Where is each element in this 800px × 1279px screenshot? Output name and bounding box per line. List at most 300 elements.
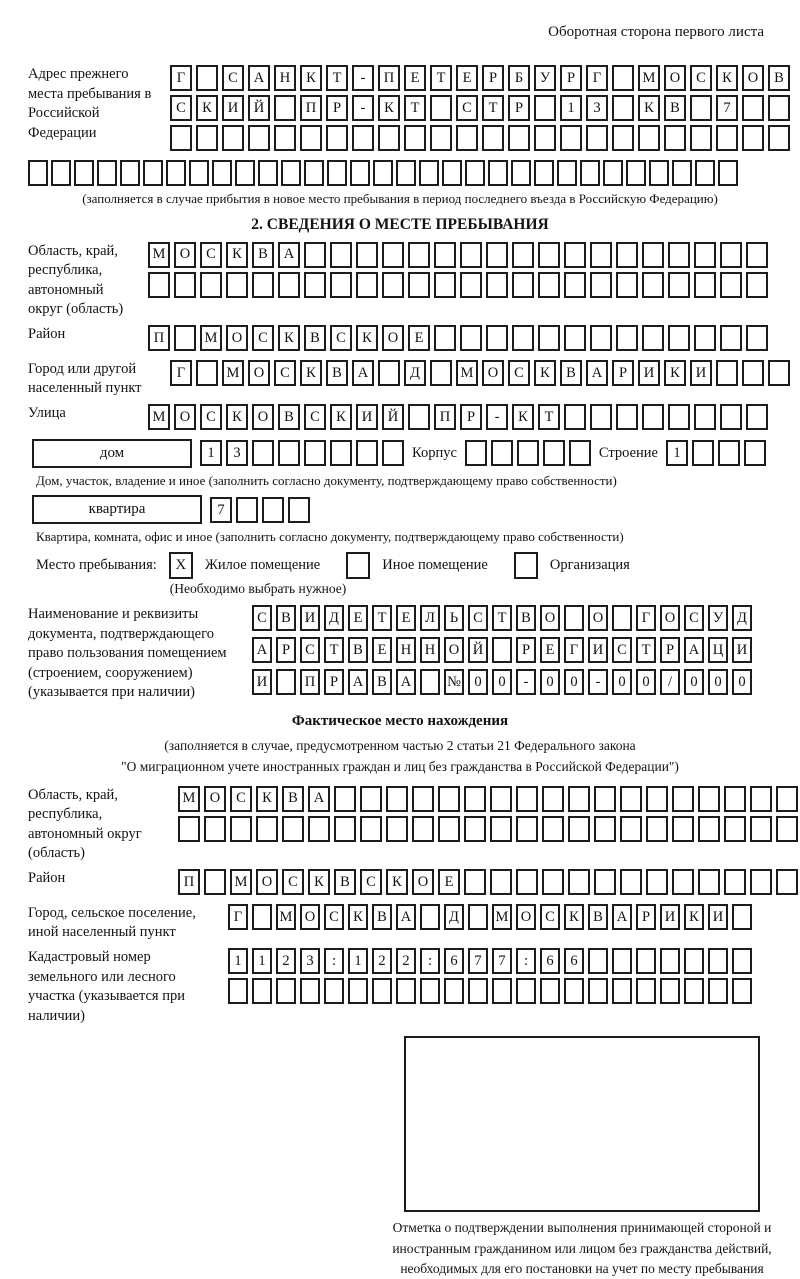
- char-cell[interactable]: В: [768, 65, 790, 91]
- char-cell[interactable]: Д: [732, 605, 752, 631]
- char-cell[interactable]: [517, 440, 539, 466]
- char-cell[interactable]: [352, 125, 374, 151]
- char-cell[interactable]: [516, 869, 538, 895]
- char-cell[interactable]: [348, 978, 368, 1004]
- char-cell[interactable]: Р: [482, 65, 504, 91]
- char-cell[interactable]: К: [348, 904, 368, 930]
- char-cell[interactable]: Н: [420, 637, 440, 663]
- char-cell[interactable]: [543, 440, 565, 466]
- char-cell[interactable]: Т: [482, 95, 504, 121]
- char-cell[interactable]: [586, 125, 608, 151]
- char-cell[interactable]: Й: [248, 95, 270, 121]
- char-cell[interactable]: [408, 272, 430, 298]
- char-cell[interactable]: О: [204, 786, 226, 812]
- char-cell[interactable]: [646, 786, 668, 812]
- char-cell[interactable]: 3: [226, 440, 248, 466]
- char-cell[interactable]: Т: [492, 605, 512, 631]
- char-cell[interactable]: [356, 272, 378, 298]
- char-cell[interactable]: [694, 325, 716, 351]
- char-cell[interactable]: [568, 816, 590, 842]
- char-cell[interactable]: В: [276, 605, 296, 631]
- char-cell[interactable]: [256, 816, 278, 842]
- char-cell[interactable]: 1: [560, 95, 582, 121]
- char-cell[interactable]: [684, 978, 704, 1004]
- char-cell[interactable]: [540, 978, 560, 1004]
- char-cell[interactable]: [442, 160, 462, 186]
- char-cell[interactable]: [750, 816, 772, 842]
- char-cell[interactable]: 1: [348, 948, 368, 974]
- char-cell[interactable]: [557, 160, 577, 186]
- char-cell[interactable]: [356, 242, 378, 268]
- char-cell[interactable]: Р: [326, 95, 348, 121]
- char-cell[interactable]: [490, 816, 512, 842]
- char-cell[interactable]: О: [412, 869, 434, 895]
- char-cell[interactable]: 0: [684, 669, 704, 695]
- char-cell[interactable]: 1: [200, 440, 222, 466]
- char-cell[interactable]: [768, 360, 790, 386]
- char-cell[interactable]: [174, 272, 196, 298]
- char-cell[interactable]: М: [492, 904, 512, 930]
- char-cell[interactable]: [668, 242, 690, 268]
- char-cell[interactable]: [744, 440, 766, 466]
- char-cell[interactable]: [326, 125, 348, 151]
- char-cell[interactable]: Г: [586, 65, 608, 91]
- char-cell[interactable]: К: [512, 404, 534, 430]
- char-cell[interactable]: С: [282, 869, 304, 895]
- char-cell[interactable]: М: [230, 869, 252, 895]
- char-cell[interactable]: [694, 272, 716, 298]
- char-cell[interactable]: [143, 160, 163, 186]
- char-cell[interactable]: [694, 404, 716, 430]
- char-cell[interactable]: П: [378, 65, 400, 91]
- char-cell[interactable]: [569, 440, 591, 466]
- char-cell[interactable]: Е: [404, 65, 426, 91]
- char-cell[interactable]: К: [684, 904, 704, 930]
- char-cell[interactable]: [28, 160, 48, 186]
- char-cell[interactable]: В: [304, 325, 326, 351]
- char-cell[interactable]: К: [226, 242, 248, 268]
- char-cell[interactable]: [148, 272, 170, 298]
- char-cell[interactable]: [486, 272, 508, 298]
- char-cell[interactable]: [360, 786, 382, 812]
- char-cell[interactable]: [252, 978, 272, 1004]
- char-cell[interactable]: [564, 325, 586, 351]
- char-cell[interactable]: В: [334, 869, 356, 895]
- char-cell[interactable]: [616, 272, 638, 298]
- char-cell[interactable]: [742, 360, 764, 386]
- char-cell[interactable]: 0: [468, 669, 488, 695]
- char-cell[interactable]: [258, 160, 278, 186]
- char-cell[interactable]: [616, 325, 638, 351]
- char-cell[interactable]: [776, 786, 798, 812]
- char-cell[interactable]: Г: [636, 605, 656, 631]
- char-cell[interactable]: [708, 948, 728, 974]
- char-cell[interactable]: [456, 125, 478, 151]
- char-cell[interactable]: Е: [348, 605, 368, 631]
- char-cell[interactable]: [668, 404, 690, 430]
- char-cell[interactable]: И: [638, 360, 660, 386]
- char-cell[interactable]: [330, 440, 352, 466]
- char-cell[interactable]: [694, 242, 716, 268]
- char-cell[interactable]: М: [178, 786, 200, 812]
- char-cell[interactable]: [304, 440, 326, 466]
- char-cell[interactable]: [420, 978, 440, 1004]
- char-cell[interactable]: С: [170, 95, 192, 121]
- char-cell[interactable]: У: [534, 65, 556, 91]
- char-cell[interactable]: О: [256, 869, 278, 895]
- char-cell[interactable]: Р: [460, 404, 482, 430]
- char-cell[interactable]: [742, 125, 764, 151]
- char-cell[interactable]: И: [660, 904, 680, 930]
- char-cell[interactable]: М: [276, 904, 296, 930]
- char-cell[interactable]: В: [326, 360, 348, 386]
- char-cell[interactable]: [646, 816, 668, 842]
- char-cell[interactable]: [664, 125, 686, 151]
- char-cell[interactable]: [373, 160, 393, 186]
- char-cell[interactable]: [372, 978, 392, 1004]
- char-cell[interactable]: К: [534, 360, 556, 386]
- char-cell[interactable]: [304, 160, 324, 186]
- char-cell[interactable]: [564, 404, 586, 430]
- char-cell[interactable]: А: [684, 637, 704, 663]
- char-cell[interactable]: [382, 272, 404, 298]
- char-cell[interactable]: 3: [300, 948, 320, 974]
- char-cell[interactable]: [534, 95, 556, 121]
- char-cell[interactable]: [360, 816, 382, 842]
- char-cell[interactable]: [204, 816, 226, 842]
- char-cell[interactable]: [590, 325, 612, 351]
- char-cell[interactable]: [642, 242, 664, 268]
- char-cell[interactable]: [534, 160, 554, 186]
- char-cell[interactable]: [626, 160, 646, 186]
- char-cell[interactable]: [512, 325, 534, 351]
- char-cell[interactable]: [327, 160, 347, 186]
- char-cell[interactable]: А: [586, 360, 608, 386]
- char-cell[interactable]: [768, 125, 790, 151]
- char-cell[interactable]: 0: [612, 669, 632, 695]
- char-cell[interactable]: О: [252, 404, 274, 430]
- char-cell[interactable]: [746, 242, 768, 268]
- char-cell[interactable]: -: [486, 404, 508, 430]
- char-cell[interactable]: П: [148, 325, 170, 351]
- char-cell[interactable]: [281, 160, 301, 186]
- char-cell[interactable]: [200, 272, 222, 298]
- char-cell[interactable]: [594, 816, 616, 842]
- char-cell[interactable]: [350, 160, 370, 186]
- char-cell[interactable]: Т: [324, 637, 344, 663]
- char-cell[interactable]: [288, 497, 310, 523]
- char-cell[interactable]: К: [378, 95, 400, 121]
- char-cell[interactable]: [750, 869, 772, 895]
- char-cell[interactable]: [236, 497, 258, 523]
- char-cell[interactable]: А: [396, 669, 416, 695]
- char-cell[interactable]: [668, 325, 690, 351]
- char-cell[interactable]: 0: [636, 669, 656, 695]
- char-cell[interactable]: 0: [564, 669, 584, 695]
- char-cell[interactable]: [690, 95, 712, 121]
- char-cell[interactable]: [464, 786, 486, 812]
- char-cell[interactable]: И: [252, 669, 272, 695]
- char-cell[interactable]: [491, 440, 513, 466]
- char-cell[interactable]: 2: [372, 948, 392, 974]
- char-cell[interactable]: Г: [170, 65, 192, 91]
- char-cell[interactable]: [620, 816, 642, 842]
- char-cell[interactable]: [334, 786, 356, 812]
- char-cell[interactable]: Т: [372, 605, 392, 631]
- char-cell[interactable]: У: [708, 605, 728, 631]
- char-cell[interactable]: [420, 669, 440, 695]
- char-cell[interactable]: :: [324, 948, 344, 974]
- char-cell[interactable]: К: [226, 404, 248, 430]
- char-cell[interactable]: [612, 95, 634, 121]
- char-cell[interactable]: -: [516, 669, 536, 695]
- char-cell[interactable]: [588, 978, 608, 1004]
- char-cell[interactable]: 0: [492, 669, 512, 695]
- char-cell[interactable]: К: [716, 65, 738, 91]
- char-cell[interactable]: А: [352, 360, 374, 386]
- char-cell[interactable]: [492, 637, 512, 663]
- char-cell[interactable]: [178, 816, 200, 842]
- char-cell[interactable]: 1: [228, 948, 248, 974]
- char-cell[interactable]: [512, 242, 534, 268]
- char-cell[interactable]: Е: [396, 605, 416, 631]
- char-cell[interactable]: [588, 948, 608, 974]
- char-cell[interactable]: [434, 325, 456, 351]
- char-cell[interactable]: 0: [732, 669, 752, 695]
- char-cell[interactable]: М: [222, 360, 244, 386]
- char-cell[interactable]: [486, 325, 508, 351]
- char-cell[interactable]: -: [588, 669, 608, 695]
- char-cell[interactable]: С: [230, 786, 252, 812]
- char-cell[interactable]: И: [356, 404, 378, 430]
- char-cell[interactable]: [196, 360, 218, 386]
- char-cell[interactable]: Г: [228, 904, 248, 930]
- char-cell[interactable]: А: [396, 904, 416, 930]
- char-cell[interactable]: [746, 272, 768, 298]
- char-cell[interactable]: [672, 869, 694, 895]
- char-cell[interactable]: Д: [324, 605, 344, 631]
- char-cell[interactable]: К: [300, 65, 322, 91]
- char-cell[interactable]: Р: [324, 669, 344, 695]
- char-cell[interactable]: [718, 160, 738, 186]
- char-cell[interactable]: [776, 816, 798, 842]
- char-cell[interactable]: А: [278, 242, 300, 268]
- char-cell[interactable]: Е: [438, 869, 460, 895]
- char-cell[interactable]: [486, 242, 508, 268]
- char-cell[interactable]: [746, 325, 768, 351]
- char-cell[interactable]: [534, 125, 556, 151]
- char-cell[interactable]: С: [274, 360, 296, 386]
- char-cell[interactable]: [490, 869, 512, 895]
- char-cell[interactable]: Н: [274, 65, 296, 91]
- char-cell[interactable]: С: [330, 325, 352, 351]
- char-cell[interactable]: [382, 242, 404, 268]
- char-cell[interactable]: [330, 272, 352, 298]
- char-cell[interactable]: С: [612, 637, 632, 663]
- char-cell[interactable]: [276, 669, 296, 695]
- char-cell[interactable]: 1: [666, 440, 688, 466]
- char-cell[interactable]: [468, 904, 488, 930]
- char-cell[interactable]: В: [372, 669, 392, 695]
- char-cell[interactable]: [542, 816, 564, 842]
- char-cell[interactable]: С: [222, 65, 244, 91]
- char-cell[interactable]: О: [664, 65, 686, 91]
- char-cell[interactable]: В: [252, 242, 274, 268]
- char-cell[interactable]: О: [516, 904, 536, 930]
- char-cell[interactable]: [308, 816, 330, 842]
- apartment-type-box[interactable]: квартира: [32, 495, 202, 524]
- char-cell[interactable]: [542, 869, 564, 895]
- char-cell[interactable]: 6: [540, 948, 560, 974]
- char-cell[interactable]: [538, 242, 560, 268]
- char-cell[interactable]: [646, 869, 668, 895]
- char-cell[interactable]: [226, 272, 248, 298]
- char-cell[interactable]: [512, 272, 534, 298]
- char-cell[interactable]: [698, 869, 720, 895]
- char-cell[interactable]: [51, 160, 71, 186]
- char-cell[interactable]: С: [690, 65, 712, 91]
- char-cell[interactable]: [212, 160, 232, 186]
- char-cell[interactable]: [732, 948, 752, 974]
- char-cell[interactable]: [274, 95, 296, 121]
- char-cell[interactable]: [720, 404, 742, 430]
- char-cell[interactable]: [300, 978, 320, 1004]
- char-cell[interactable]: [620, 869, 642, 895]
- char-cell[interactable]: М: [638, 65, 660, 91]
- char-cell[interactable]: [204, 869, 226, 895]
- char-cell[interactable]: [438, 816, 460, 842]
- char-cell[interactable]: [516, 786, 538, 812]
- char-cell[interactable]: К: [564, 904, 584, 930]
- char-cell[interactable]: [230, 816, 252, 842]
- char-cell[interactable]: Т: [430, 65, 452, 91]
- char-cell[interactable]: [235, 160, 255, 186]
- char-cell[interactable]: [282, 816, 304, 842]
- char-cell[interactable]: Р: [636, 904, 656, 930]
- char-cell[interactable]: И: [588, 637, 608, 663]
- char-cell[interactable]: И: [300, 605, 320, 631]
- char-cell[interactable]: 0: [540, 669, 560, 695]
- char-cell[interactable]: С: [252, 325, 274, 351]
- char-cell[interactable]: Е: [408, 325, 430, 351]
- char-cell[interactable]: [616, 404, 638, 430]
- char-cell[interactable]: А: [248, 65, 270, 91]
- char-cell[interactable]: -: [352, 65, 374, 91]
- char-cell[interactable]: [612, 948, 632, 974]
- char-cell[interactable]: И: [708, 904, 728, 930]
- char-cell[interactable]: [612, 978, 632, 1004]
- char-cell[interactable]: Л: [420, 605, 440, 631]
- char-cell[interactable]: [419, 160, 439, 186]
- char-cell[interactable]: О: [300, 904, 320, 930]
- char-cell[interactable]: [620, 786, 642, 812]
- char-cell[interactable]: О: [660, 605, 680, 631]
- char-cell[interactable]: [278, 272, 300, 298]
- char-cell[interactable]: Й: [468, 637, 488, 663]
- char-cell[interactable]: К: [278, 325, 300, 351]
- char-cell[interactable]: [716, 125, 738, 151]
- char-cell[interactable]: [732, 904, 752, 930]
- char-cell[interactable]: С: [684, 605, 704, 631]
- char-cell[interactable]: [590, 242, 612, 268]
- char-cell[interactable]: Г: [564, 637, 584, 663]
- char-cell[interactable]: [690, 125, 712, 151]
- char-cell[interactable]: Д: [404, 360, 426, 386]
- char-cell[interactable]: [776, 869, 798, 895]
- char-cell[interactable]: С: [252, 605, 272, 631]
- char-cell[interactable]: Р: [612, 360, 634, 386]
- char-cell[interactable]: В: [664, 95, 686, 121]
- char-cell[interactable]: [378, 360, 400, 386]
- char-cell[interactable]: [420, 904, 440, 930]
- char-cell[interactable]: К: [386, 869, 408, 895]
- char-cell[interactable]: [672, 160, 692, 186]
- char-cell[interactable]: [568, 786, 590, 812]
- char-cell[interactable]: [508, 125, 530, 151]
- char-cell[interactable]: [612, 125, 634, 151]
- char-cell[interactable]: [668, 272, 690, 298]
- char-cell[interactable]: Ь: [444, 605, 464, 631]
- char-cell[interactable]: [538, 325, 560, 351]
- char-cell[interactable]: 7: [492, 948, 512, 974]
- char-cell[interactable]: [404, 125, 426, 151]
- char-cell[interactable]: -: [352, 95, 374, 121]
- char-cell[interactable]: [636, 948, 656, 974]
- char-cell[interactable]: Т: [538, 404, 560, 430]
- char-cell[interactable]: [468, 978, 488, 1004]
- char-cell[interactable]: [396, 160, 416, 186]
- char-cell[interactable]: О: [382, 325, 404, 351]
- char-cell[interactable]: [262, 497, 284, 523]
- char-cell[interactable]: Т: [636, 637, 656, 663]
- char-cell[interactable]: [276, 978, 296, 1004]
- char-cell[interactable]: [464, 869, 486, 895]
- char-cell[interactable]: И: [690, 360, 712, 386]
- char-cell[interactable]: [465, 440, 487, 466]
- char-cell[interactable]: А: [348, 669, 368, 695]
- char-cell[interactable]: [412, 816, 434, 842]
- char-cell[interactable]: [166, 160, 186, 186]
- char-cell[interactable]: В: [278, 404, 300, 430]
- char-cell[interactable]: [330, 242, 352, 268]
- char-cell[interactable]: С: [540, 904, 560, 930]
- char-cell[interactable]: 6: [564, 948, 584, 974]
- char-cell[interactable]: [642, 272, 664, 298]
- char-cell[interactable]: [750, 786, 772, 812]
- char-cell[interactable]: [612, 605, 632, 631]
- char-cell[interactable]: М: [148, 242, 170, 268]
- char-cell[interactable]: Т: [326, 65, 348, 91]
- char-cell[interactable]: [698, 786, 720, 812]
- char-cell[interactable]: [170, 125, 192, 151]
- char-cell[interactable]: [430, 95, 452, 121]
- char-cell[interactable]: [564, 605, 584, 631]
- char-cell[interactable]: [304, 272, 326, 298]
- char-cell[interactable]: [724, 816, 746, 842]
- char-cell[interactable]: №: [444, 669, 464, 695]
- char-cell[interactable]: И: [732, 637, 752, 663]
- char-cell[interactable]: [692, 440, 714, 466]
- char-cell[interactable]: [196, 65, 218, 91]
- char-cell[interactable]: [684, 948, 704, 974]
- char-cell[interactable]: [724, 786, 746, 812]
- char-cell[interactable]: [252, 272, 274, 298]
- char-cell[interactable]: С: [360, 869, 382, 895]
- char-cell[interactable]: [386, 786, 408, 812]
- char-cell[interactable]: П: [434, 404, 456, 430]
- char-cell[interactable]: 0: [708, 669, 728, 695]
- char-cell[interactable]: К: [664, 360, 686, 386]
